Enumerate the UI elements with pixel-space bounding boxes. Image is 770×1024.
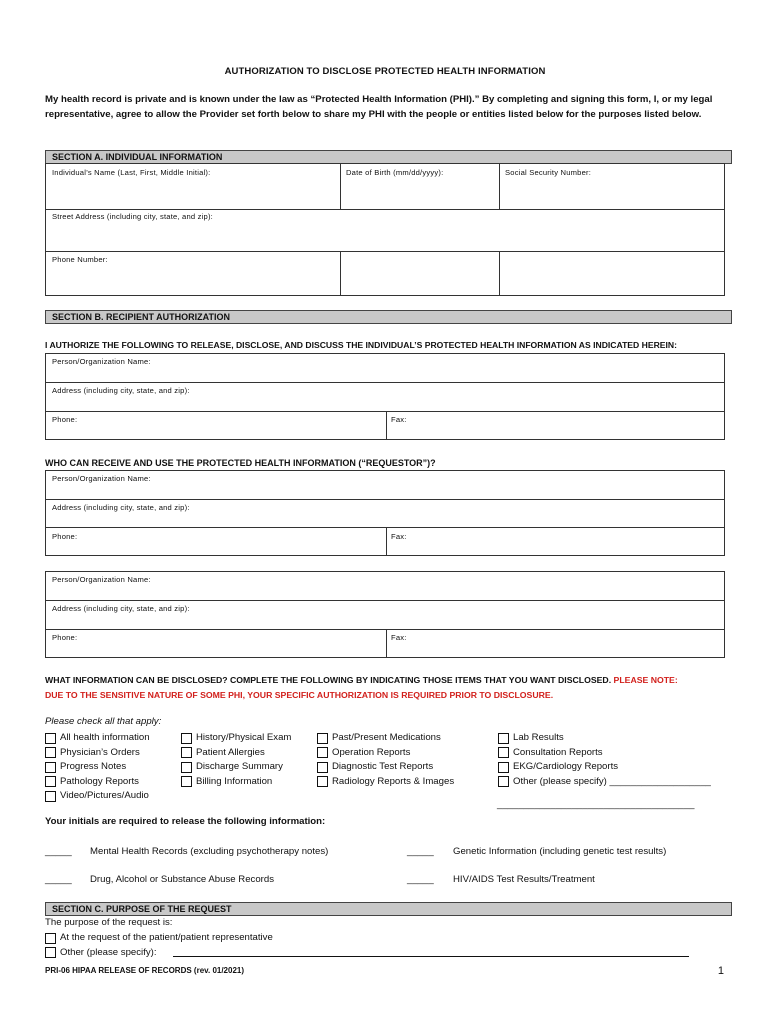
requestor-2-name-field[interactable]: Person/Organization Name:: [52, 575, 151, 584]
checkbox-box[interactable]: [45, 733, 56, 744]
requestor-question: WHO CAN RECEIVE AND USE THE PROTECTED HEALTH INFORMATION (“REQUESTOR”)?: [45, 458, 436, 468]
requestor-2-phone-field[interactable]: Phone:: [52, 633, 78, 642]
checkbox-box[interactable]: [498, 776, 509, 787]
checkbox-all-health-info[interactable]: [45, 731, 150, 746]
checkbox-purpose-other[interactable]: [45, 946, 273, 961]
checkbox-label: All health information: [60, 732, 150, 743]
individual-name-field[interactable]: Individual’s Name (Last, First, Middle Initial):: [52, 168, 211, 177]
checkbox-box[interactable]: [498, 733, 509, 744]
initials-item-label: Mental Health Records (excluding psychotherapy notes): [90, 846, 329, 857]
checkbox-box[interactable]: [45, 747, 56, 758]
disclose-question: [45, 675, 678, 685]
checkbox-box[interactable]: [181, 776, 192, 787]
disclose-column-3: [317, 731, 454, 789]
checkbox-box[interactable]: [45, 776, 56, 787]
requestor-1-phone-field[interactable]: Phone:: [52, 532, 78, 541]
checkbox-label: Other (please specify): [513, 775, 607, 787]
checkbox-label: Billing Information: [196, 775, 273, 787]
requestor-2-address-field[interactable]: Address (including city, state, and zip):: [52, 604, 190, 613]
form-title: AUTHORIZATION TO DISCLOSE PROTECTED HEALTH INFORMATION: [224, 66, 546, 77]
releaser-table: [45, 353, 725, 440]
checkbox-discharge-summary[interactable]: [181, 760, 291, 775]
initials-blank[interactable]: _____: [407, 846, 434, 857]
checkbox-video-pictures-audio[interactable]: [45, 789, 150, 804]
checkbox-diagnostic-test-reports[interactable]: [317, 760, 454, 775]
initials-heading: Your initials are required to release the following information:: [45, 816, 326, 827]
initials-hiv-aids: [407, 874, 595, 885]
ssn-field[interactable]: Social Security Number:: [505, 168, 592, 177]
initials-blank[interactable]: _____: [45, 874, 72, 885]
checkbox-label: At the request of the patient/patient representative: [60, 932, 273, 943]
checkbox-label: Progress Notes: [60, 761, 127, 772]
checkbox-radiology-reports[interactable]: [317, 775, 454, 790]
initials-blank[interactable]: _____: [407, 874, 434, 885]
intro-paragraph: My health record is private and is known under the law as “Protected Health Information (PHI).” By completing and signing this form, I, or my legal representative, agree to allow the Provider set forth below to share my PHI with the people or entities listed below for the purposes listed below.: [45, 94, 713, 120]
disclose-column-4: [498, 731, 711, 789]
releaser-name-field[interactable]: Person/Organization Name:: [52, 357, 151, 366]
checkbox-ekg-cardiology[interactable]: [498, 760, 711, 775]
checkbox-label: Past/Present Medications: [332, 732, 441, 743]
checkbox-other[interactable]: [498, 775, 711, 790]
checkbox-box[interactable]: [45, 933, 56, 944]
checkbox-medications[interactable]: [317, 731, 454, 746]
checkbox-box[interactable]: [45, 791, 56, 802]
initials-mental-health: [45, 846, 329, 857]
checkbox-progress-notes[interactable]: [45, 760, 150, 775]
checkbox-patient-allergies[interactable]: [181, 746, 291, 761]
section-b-heading: SECTION B. RECIPIENT AUTHORIZATION: [45, 310, 732, 324]
initials-blank[interactable]: _____: [45, 846, 72, 857]
other-specify-blank-2[interactable]: _____________________________________: [497, 799, 695, 810]
initials-item-label: Drug, Alcohol or Substance Abuse Records: [90, 874, 274, 885]
initials-drug-alcohol: [45, 874, 274, 885]
checkbox-label: Pathology Reports: [60, 775, 139, 787]
requestor-1-name-field[interactable]: Person/Organization Name:: [52, 474, 151, 483]
checkbox-box[interactable]: [181, 747, 192, 758]
checkbox-box[interactable]: [181, 733, 192, 744]
initials-item-label: Genetic Information (including genetic test results): [453, 846, 667, 857]
checkbox-label: Diagnostic Test Reports: [332, 761, 434, 772]
requestor-1-fax-field[interactable]: Fax:: [391, 532, 407, 541]
purpose-label: The purpose of the request is:: [45, 917, 173, 928]
page-number: 1: [717, 965, 724, 977]
checkbox-label: EKG/Cardiology Reports: [513, 761, 619, 772]
purpose-other-line[interactable]: [173, 956, 689, 957]
checkbox-label: Other (please specify):: [60, 946, 157, 958]
checkbox-label: Video/Pictures/Audio: [60, 790, 149, 801]
checkbox-label: Physician’s Orders: [60, 746, 140, 758]
requestor-table-2: [45, 571, 725, 658]
initials-genetic: [407, 846, 667, 857]
checkbox-label: Consultation Reports: [513, 746, 603, 758]
checkbox-lab-results[interactable]: [498, 731, 711, 746]
releaser-fax-field[interactable]: Fax:: [391, 415, 407, 424]
checkbox-box[interactable]: [498, 762, 509, 773]
checkbox-label: History/Physical Exam: [196, 732, 292, 743]
check-all-label: Please check all that apply:: [45, 716, 162, 727]
checkbox-label: Discharge Summary: [196, 761, 283, 772]
checkbox-label: Patient Allergies: [196, 746, 265, 758]
section-a-table: [45, 163, 725, 296]
please-note-label: PLEASE NOTE:: [613, 675, 678, 685]
form-footer: PRI-06 HIPAA RELEASE OF RECORDS (rev. 01/2021): [45, 966, 245, 975]
checkbox-box[interactable]: [181, 762, 192, 773]
sensitive-note: DUE TO THE SENSITIVE NATURE OF SOME PHI, YOUR SPECIFIC AUTHORIZATION IS REQUIRED PRIOR TO DISCLOSURE.: [45, 690, 554, 700]
checkbox-physicians-orders[interactable]: [45, 746, 150, 761]
releaser-phone-field[interactable]: Phone:: [52, 415, 78, 424]
disclose-column-2: [181, 731, 291, 789]
section-a-heading: SECTION A. INDIVIDUAL INFORMATION: [45, 150, 732, 164]
disclose-column-1: [45, 731, 150, 804]
checkbox-box[interactable]: [317, 733, 328, 744]
checkbox-billing-information[interactable]: [181, 775, 291, 790]
checkbox-box[interactable]: [317, 762, 328, 773]
other-specify-blank[interactable]: ___________________: [609, 775, 711, 787]
checkbox-box[interactable]: [45, 947, 56, 958]
checkbox-patient-request[interactable]: [45, 931, 273, 946]
requestor-2-fax-field[interactable]: Fax:: [391, 633, 407, 642]
authorize-statement: I AUTHORIZE THE FOLLOWING TO RELEASE, DISCLOSE, AND DISCUSS THE INDIVIDUAL’S PROTECTED HEALTH INFORMATION AS INDICATED HEREIN:: [45, 340, 677, 350]
disclose-question-text: WHAT INFORMATION CAN BE DISCLOSED? COMPLETE THE FOLLOWING BY INDICATING THOSE ITEMS THAT YOU WANT DISCLOSED.: [45, 675, 612, 685]
requestor-1-address-field[interactable]: Address (including city, state, and zip):: [52, 503, 190, 512]
checkbox-box[interactable]: [45, 762, 56, 773]
checkbox-box[interactable]: [498, 747, 509, 758]
checkbox-consultation-reports[interactable]: [498, 746, 711, 761]
checkbox-box[interactable]: [317, 747, 328, 758]
phone-number-field[interactable]: Phone Number:: [52, 255, 108, 264]
checkbox-pathology-reports[interactable]: [45, 775, 150, 790]
checkbox-label: Radiology Reports & Images: [332, 775, 455, 787]
checkbox-label: Operation Reports: [332, 746, 411, 758]
checkbox-operation-reports[interactable]: [317, 746, 454, 761]
date-of-birth-field[interactable]: Date of Birth (mm/dd/yyyy):: [346, 168, 444, 177]
checkbox-label: Lab Results: [513, 732, 564, 743]
releaser-address-field[interactable]: Address (including city, state, and zip):: [52, 386, 190, 395]
initials-item-label: HIV/AIDS Test Results/Treatment: [453, 874, 595, 885]
section-c-heading: SECTION C. PURPOSE OF THE REQUEST: [45, 902, 732, 916]
checkbox-history-physical[interactable]: [181, 731, 291, 746]
street-address-field[interactable]: Street Address (including city, state, and zip):: [52, 212, 213, 221]
checkbox-box[interactable]: [317, 776, 328, 787]
